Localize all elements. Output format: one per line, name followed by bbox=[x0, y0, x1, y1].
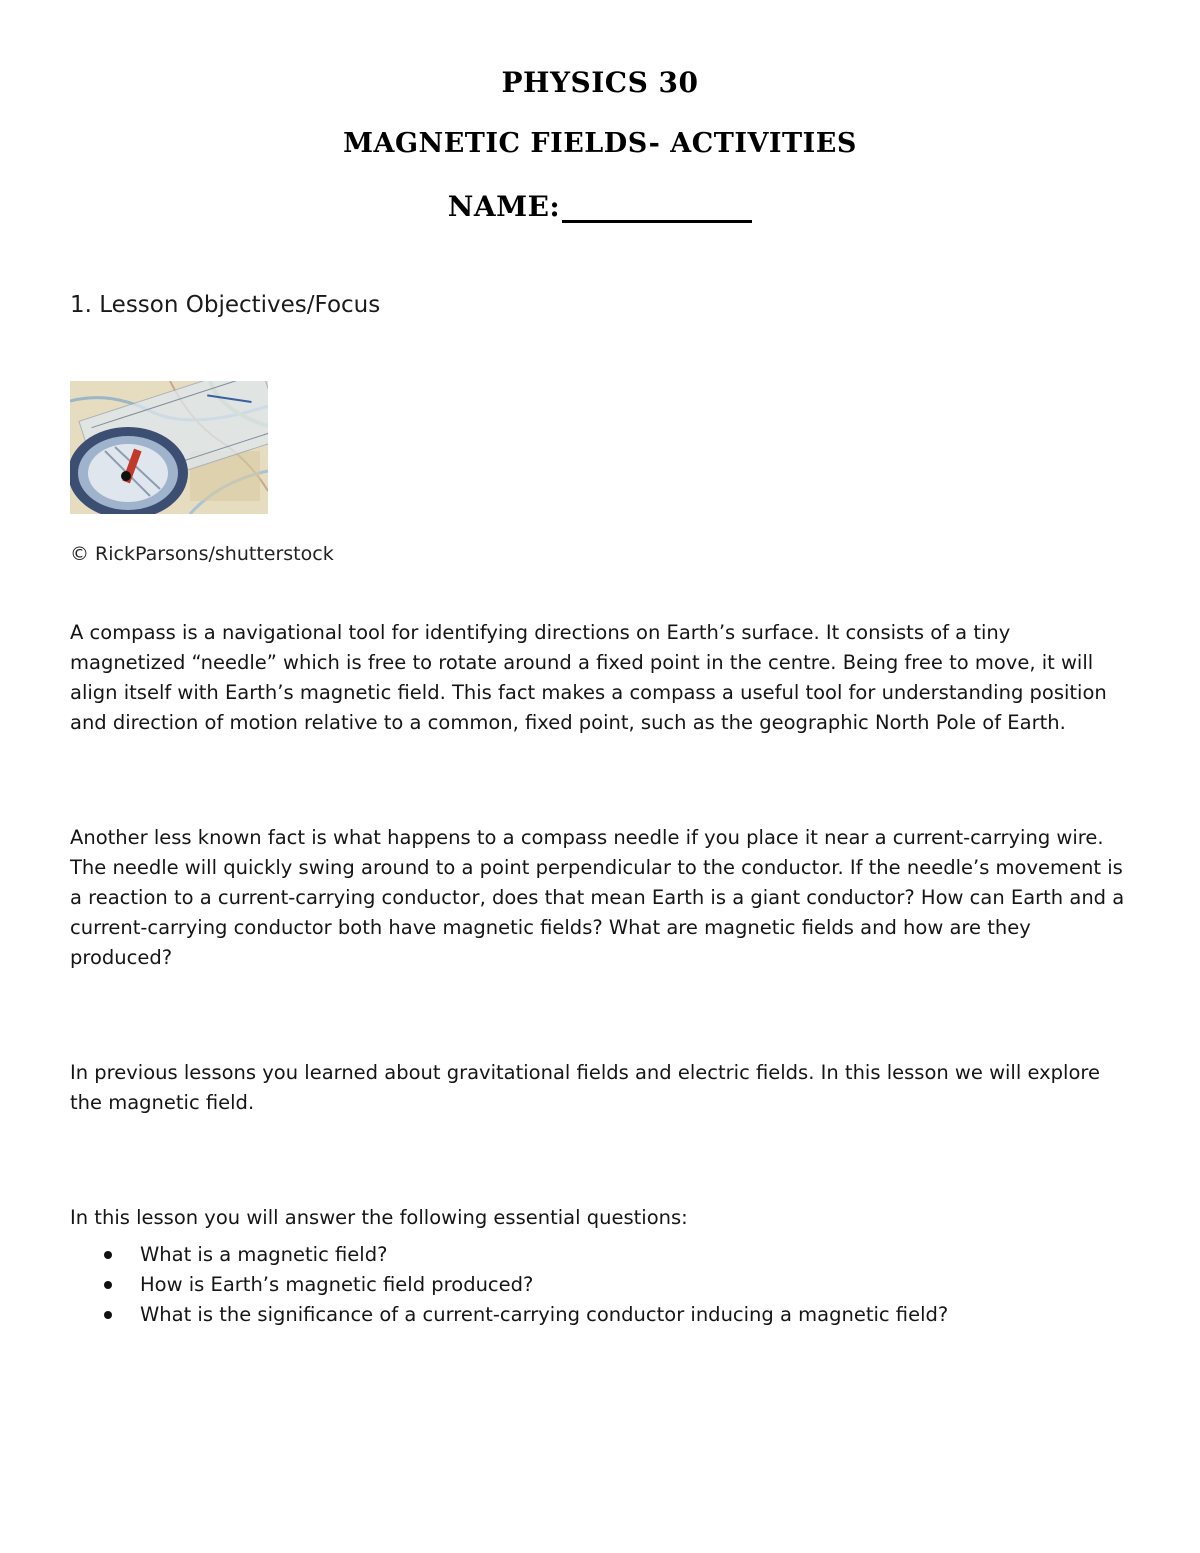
list-item bbox=[70, 1270, 948, 1300]
section-heading: 1. Lesson Objectives/Focus bbox=[70, 292, 381, 318]
paragraph-essential-questions: In this lesson you will answer the following essential questions: bbox=[70, 1205, 688, 1229]
paragraph-compass: A compass is a navigational tool for identifying directions on Earth’s surface. It consists of a tiny magnetized “needle” which is free to rotate around a fixed point in the centre. Being free to move, it will align itself with Earth’s magnetic field. This fact makes a compass a useful tool for understanding position and direction of motion relative to a common, fixed point, such as the geographic North Pole of Earth. bbox=[70, 620, 1107, 735]
paragraph-previous-lessons: In previous lessons you learned about gravitational fields and electric fields. In this lesson we will explore the magnetic field. bbox=[70, 1060, 1100, 1114]
name-blank-line bbox=[562, 190, 752, 223]
question-text: What is the significance of a current-carrying conductor inducing a magnetic field? bbox=[140, 1303, 949, 1326]
question-text: How is Earth’s magnetic field produced? bbox=[140, 1273, 534, 1296]
compass-photo bbox=[70, 381, 268, 514]
unit-title: MAGNETIC FIELDS- ACTIVITIES bbox=[343, 128, 857, 159]
name-field-row bbox=[0, 190, 1200, 223]
name-label: NAME: bbox=[447, 190, 561, 223]
bullet-icon bbox=[104, 1251, 112, 1259]
list-item bbox=[70, 1240, 948, 1270]
course-title: PHYSICS 30 bbox=[501, 66, 699, 99]
bullet-icon bbox=[104, 1281, 112, 1289]
image-credit: © RickParsons/shutterstock bbox=[70, 543, 334, 565]
question-text: What is a magnetic field? bbox=[140, 1243, 388, 1266]
essential-questions-list bbox=[70, 1240, 948, 1330]
list-item bbox=[70, 1300, 948, 1330]
bullet-icon bbox=[104, 1311, 112, 1319]
paragraph-current-wire: Another less known fact is what happens to a compass needle if you place it near a current-carrying wire. The needle will quickly swing around to a point perpendicular to the conductor. If the needle’s movement is a reaction to a current-carrying conductor, does that mean Earth is a giant conductor? How can Earth and a current-carrying conductor both have magnetic fields? What are magnetic fields and how are they produced? bbox=[70, 825, 1125, 970]
